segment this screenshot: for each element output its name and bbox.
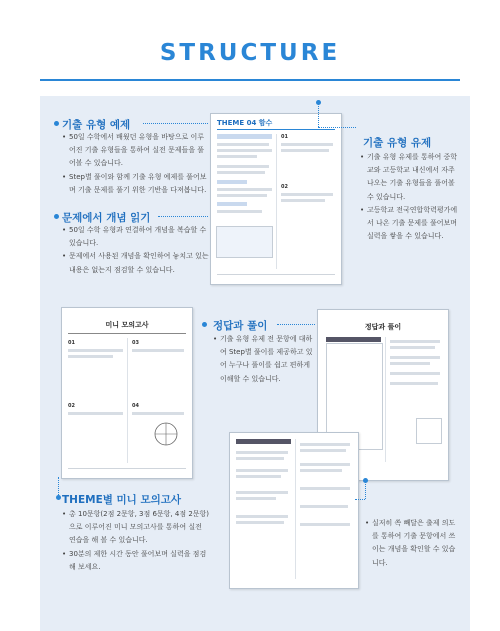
connector-mini-test-v — [58, 477, 59, 495]
mini-test-page-preview — [61, 307, 193, 479]
answers-text-line — [390, 356, 440, 359]
mini-test-text-line — [132, 349, 184, 352]
theme-footer — [217, 274, 335, 275]
solution-text-line — [300, 487, 350, 490]
theme-example-bar — [217, 134, 272, 139]
bullet-example-2: • Step별 풀이와 함께 기출 유형 예제를 풀어보며 기출 문제를 풀기 위한 기반을 다져봅니다. — [62, 171, 210, 197]
bullets-mini-test — [62, 508, 210, 574]
theme-concept-box — [216, 226, 273, 258]
solution-text-line — [236, 491, 288, 494]
solution-col-divider — [295, 439, 296, 579]
connector-practice-top — [318, 127, 356, 128]
solution-text-line — [236, 457, 284, 460]
theme-text-line — [217, 188, 272, 191]
bullets-concept — [62, 224, 210, 277]
mini-test-question-number: 04 — [132, 403, 139, 409]
theme-text-line — [217, 171, 265, 174]
solution-text-line — [300, 523, 350, 526]
theme-step-bar — [217, 180, 247, 184]
bullet-practice-2: • 고등학교 전국연합학력평가에서 나온 기출 문제를 풀어보며 실력을 쌓을 수 있습니다. — [360, 204, 458, 244]
mini-test-divider — [68, 333, 186, 334]
dot-practice — [316, 100, 321, 105]
theme-text-line — [217, 210, 262, 213]
connector-tip-h — [355, 499, 365, 500]
bullets-practice — [360, 151, 458, 243]
solution-text-line — [236, 451, 288, 454]
solution-text-line — [300, 505, 348, 508]
answers-text-line — [390, 340, 440, 343]
theme-col-divider — [276, 134, 277, 269]
solution-page-preview — [229, 432, 359, 589]
dot-tip — [363, 478, 368, 483]
answers-graph-box — [416, 418, 442, 444]
bullets-example — [62, 131, 210, 197]
connector-concept — [158, 216, 208, 217]
theme-text-line — [281, 149, 329, 152]
connector-example — [143, 123, 208, 124]
theme-page-title: THEME 04 함수 — [217, 119, 273, 127]
theme-text-line — [217, 194, 267, 197]
theme-text-line — [281, 199, 325, 202]
dot-concept — [54, 214, 59, 219]
section-heading-practice: 기출 유형 유제 — [363, 137, 432, 149]
bullet-example-1: • 50일 수학에서 배웠던 유형을 바탕으로 이루어진 기출 유형들을 통하여 실전 문제들을 풀어볼 수 있습니다. — [62, 131, 210, 171]
theme-page-divider — [217, 129, 335, 130]
mini-test-text-line — [68, 412, 123, 415]
bullet-mini-test-1: • 총 10문항(2점 2문항, 3점 6문항, 4점 2문항)으로 이루어진 미니 모의고사를 통하여 실전 연습을 해 볼 수 있습니다. — [62, 508, 210, 548]
solution-text-line — [300, 443, 350, 446]
mini-test-question-number: 02 — [68, 403, 75, 409]
bullet-mini-test-2: • 30분의 제한 시간 동안 풀어보며 실력을 점검해 보세요. — [62, 548, 210, 574]
solution-text-line — [236, 497, 276, 500]
mini-test-page-title: 미니 모의고사 — [105, 321, 149, 329]
solution-header-bar — [236, 439, 291, 444]
answers-text-line — [390, 382, 438, 385]
theme-text-line — [217, 155, 257, 158]
page-title: STRUCTURE — [159, 40, 341, 66]
theme-text-line — [281, 193, 333, 196]
dot-mini-test — [56, 495, 61, 500]
bullet-answers-1: • 기출 유형 유제 전 문항에 대하여 Step별 풀이를 제공하고 있어 누구나 풀이를 쉽고 편하게 이해할 수 있습니다. — [213, 333, 313, 386]
theme-text-line — [217, 143, 269, 146]
section-heading-example: 기출 유형 예제 — [62, 119, 131, 131]
mini-test-col-divider — [127, 338, 128, 463]
theme-question-number: 02 — [281, 184, 288, 190]
bullet-tip-1: • 실저히 쏙 빼달은 출제 의도를 통하여 기출 문항에서 쓰이는 개념을 확인할 수 있습니다. — [365, 517, 462, 570]
theme-step-bar — [217, 202, 247, 206]
bullets-answers — [213, 333, 313, 386]
section-heading-answers: 정답과 풀이 — [213, 320, 268, 332]
section-heading-concept: 문제에서 개념 읽기 — [62, 212, 151, 224]
mini-test-question-number: 01 — [68, 340, 75, 346]
mini-test-text-line — [132, 412, 184, 415]
mini-test-figure — [152, 420, 180, 448]
dot-answers — [202, 322, 207, 327]
mini-test-question-number: 03 — [132, 340, 139, 346]
solution-text-line — [300, 463, 350, 466]
solution-text-line — [300, 469, 342, 472]
bullets-tip — [365, 517, 462, 570]
dot-example — [54, 121, 59, 126]
answers-text-line — [390, 372, 440, 375]
solution-text-line — [236, 521, 284, 524]
connector-answers — [277, 324, 315, 325]
theme-question-number: 01 — [281, 134, 288, 140]
title-underline — [40, 79, 460, 81]
mini-test-text-line — [68, 355, 113, 358]
solution-text-line — [300, 449, 346, 452]
theme-text-line — [281, 143, 333, 146]
solution-text-line — [236, 515, 288, 518]
answers-table-header — [326, 337, 381, 342]
answers-col-divider — [385, 337, 386, 462]
answers-text-line — [390, 362, 430, 365]
theme-page-preview — [210, 113, 342, 285]
solution-text-line — [236, 469, 288, 472]
mini-test-footer — [68, 468, 186, 469]
bullet-concept-1: • 50일 수학 유형과 연결하여 개념을 복습할 수 있습니다. — [62, 224, 210, 250]
theme-text-line — [217, 149, 272, 152]
answers-page-title: 정답과 풀이 — [364, 323, 402, 331]
solution-text-line — [236, 475, 281, 478]
section-heading-mini-test: THEME별 미니 모의고사 — [62, 494, 182, 506]
bullet-practice-1: • 기출 유형 유제를 통하여 중학교와 고등학교 내신에서 자주 나오는 기출 유형들을 풀어볼 수 있습니다. — [360, 151, 458, 204]
connector-practice-v — [318, 103, 319, 127]
bullet-concept-2: • 문제에서 사용된 개념을 확인하여 놓치고 있는 내용은 없는지 점검할 수 있습니다. — [62, 250, 210, 276]
mini-test-text-line — [68, 349, 123, 352]
answers-text-line — [390, 346, 435, 349]
theme-text-line — [217, 165, 269, 168]
